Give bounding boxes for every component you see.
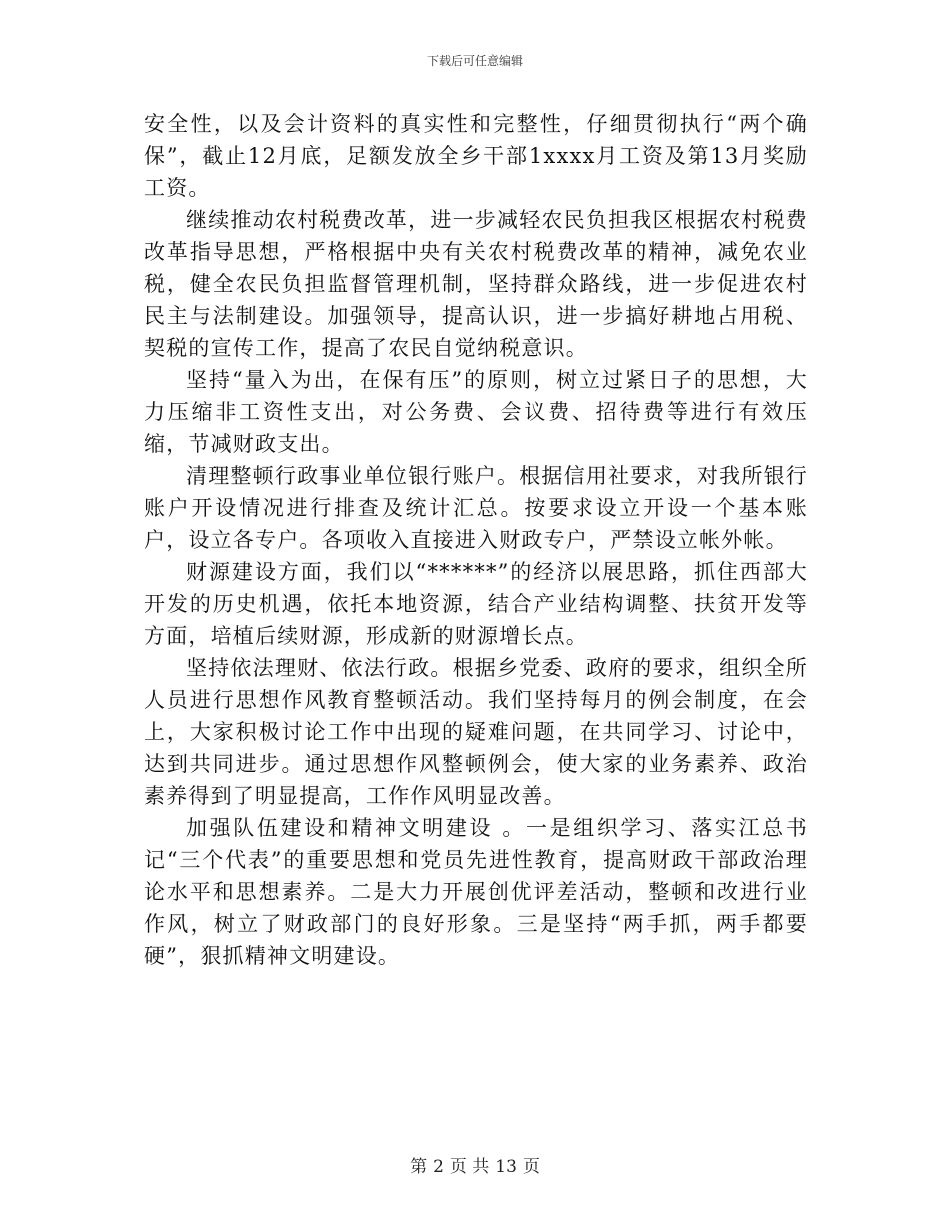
footer-middle: 页 共 <box>449 1157 490 1177</box>
document-body <box>144 108 808 972</box>
page-header: 下载后可任意编辑 <box>426 54 523 68</box>
paragraph-team-building: 加强队伍建设和精神文明建设 。一是组织学习、落实江总书记“三个代表”的重要思想和党员先进性教育，提高财政干部政治理论水平和思想素养。二是大力开展创优评差活动，整顿和改进行业作风，树立了财政部门的良好形象。三是坚持“两手抓，两手都要硬”，狠抓精神文明建设。 <box>144 816 808 968</box>
paragraph-revenue-sources: 财源建设方面，我们以“******”的经济以展思路，抓住西部大开发的历史机遇，依托本地资源，结合产业结构调整、扶贫开发等方面，培植后续财源，形成新的财源增长点。 <box>144 560 808 648</box>
page-total: 13 <box>495 1157 517 1177</box>
footer-suffix: 页 <box>522 1157 540 1177</box>
paragraph-continued: 安全性，以及会计资料的真实性和完整性，仔细贯彻执行“两个确保”，截止12月底，足额发放全乡干部1xxxx月工资及第13月奖励工资。 <box>144 112 808 200</box>
paragraph-bank-accounts: 清理整顿行政事业单位银行账户。根据信用社要求，对我所银行账户开设情况进行排查及统计汇总。按要求设立开设一个基本账户，设立各专户。各项收入直接进入财政专户，严禁设立帐外帐。 <box>144 464 808 552</box>
paragraph-tax-reform: 继续推动农村税费改革，进一步减轻农民负担我区根据农村税费改革指导思想，严格根据中央有关农村税费改革的精神，减免农业税，健全农民负担监督管理机制，坚持群众路线，进一步促进农村民主与法制建设。加强领导，提高认识，进一步搞好耕地占用税、契税的宣传工作，提高了农民自觉纳税意识。 <box>144 208 808 360</box>
page-footer <box>0 1152 950 1177</box>
paragraph-law-administration: 坚持依法理财、依法行政。根据乡党委、政府的要求，组织全所人员进行思想作风教育整顿活动。我们坚持每月的例会制度，在会上，大家积极讨论工作中出现的疑难问题，在共同学习、讨论中，达到共同进步。通过思想作风整顿例会，使大家的业务素养、政治素养得到了明显提高，工作作风明显改善。 <box>144 656 808 808</box>
paragraph-expenditure: 坚持“量入为出，在保有压”的原则，树立过紧日子的思想，大力压缩非工资性支出，对公务费、会议费、招待费等进行有效压缩，节减财政支出。 <box>144 368 808 456</box>
page-number: 2 <box>433 1157 444 1177</box>
footer-prefix: 第 <box>410 1157 428 1177</box>
